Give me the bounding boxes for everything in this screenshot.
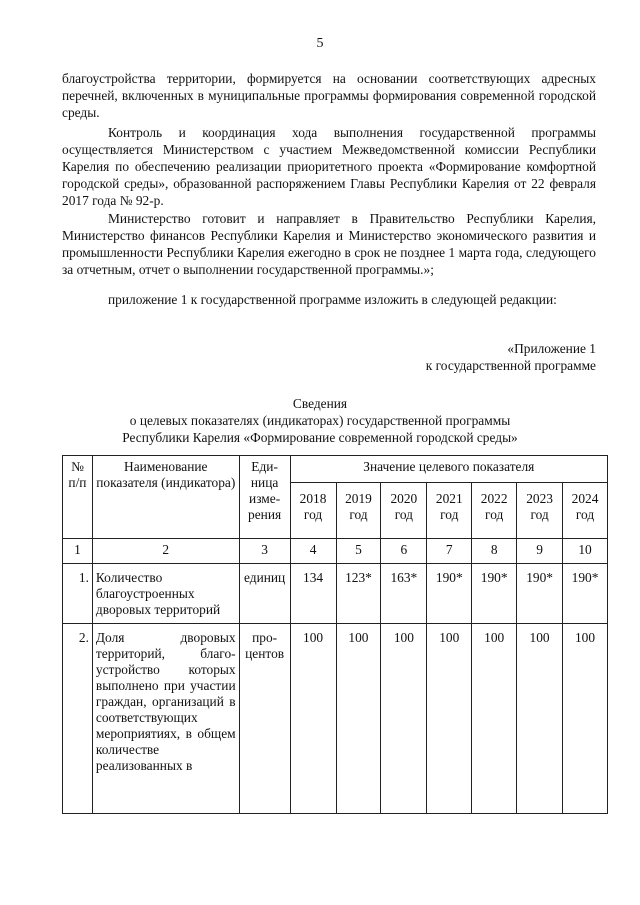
- header-unit: Еди- ница изме- рения: [239, 456, 290, 539]
- paragraph-1: благоустройства территории, формируется на основании соответствующих адресных перечней, включенных в муниципальные программы формирования современной городской среды.: [62, 71, 596, 120]
- title-line-3: Республики Карелия «Формирование современной городской среды»: [122, 430, 518, 445]
- page-number: 5: [316, 36, 324, 51]
- row-unit: про- центов: [239, 624, 290, 814]
- header-num: № п/п: [63, 456, 93, 539]
- table-title: [0, 395, 640, 446]
- column-number: 9: [517, 539, 563, 564]
- title-line-2: о целевых показателях (индикаторах) государственной программы: [129, 413, 511, 428]
- paragraph-4: приложение 1 к государственной программе изложить в следующей редакции:: [108, 292, 557, 307]
- row-value: 100: [290, 624, 336, 814]
- year-2018: 2018 год: [290, 483, 336, 539]
- header-value-group: Значение целевого показателя: [290, 456, 607, 483]
- year-2024: 2024 год: [563, 483, 608, 539]
- appendix-line-1: «Приложение 1: [507, 341, 596, 356]
- row-num: 1.: [63, 564, 93, 624]
- row-value: 190*: [517, 564, 563, 624]
- row-value: 163*: [381, 564, 427, 624]
- column-number: 8: [472, 539, 517, 564]
- header-row: [63, 456, 608, 483]
- column-number: 1: [63, 539, 93, 564]
- column-number: 6: [381, 539, 427, 564]
- paragraph-2: Контроль и координация хода выполнения государственной программы осуществляется Министерством с участием Межведомственной комиссии Республики Карелия по обеспечению реализации приоритетного проекта «Формирование комфортной городской среды», образованной распоряжением Главы Республики Карелия от 22 февраля 2017 года № 92-р.: [62, 125, 596, 208]
- row-value: 123*: [336, 564, 381, 624]
- row-value: 190*: [472, 564, 517, 624]
- paragraph-3: Министерство готовит и направляет в Правительство Республики Карелия, Министерство финансов Республики Карелия и Министерство экономического развития и промышленности Республики Карелия ежегодно в срок не позднее 1 марта года, следующего за отчетным, отчет о выполнении государственной программы.»;: [62, 211, 596, 277]
- year-2023: 2023 год: [517, 483, 563, 539]
- year-2020: 2020 год: [381, 483, 427, 539]
- header-name: Наименование показателя (индикатора): [92, 456, 239, 539]
- column-number: 2: [92, 539, 239, 564]
- column-number: 4: [290, 539, 336, 564]
- row-num: 2.: [63, 624, 93, 814]
- row-value: 190*: [427, 564, 472, 624]
- row-value: 134: [290, 564, 336, 624]
- row-name: Количество благоустроенных дворовых территорий: [92, 564, 239, 624]
- year-2021: 2021 год: [427, 483, 472, 539]
- table-row: [63, 564, 608, 624]
- column-number: 3: [239, 539, 290, 564]
- row-value: 100: [381, 624, 427, 814]
- row-unit: единиц: [239, 564, 290, 624]
- row-value: 100: [517, 624, 563, 814]
- title-line-1: Сведения: [292, 396, 348, 411]
- row-value: 190*: [563, 564, 608, 624]
- row-value: 100: [427, 624, 472, 814]
- column-number: 10: [563, 539, 608, 564]
- column-number: 5: [336, 539, 381, 564]
- row-name: Доля дворовых территорий, благо- устройство которых выполнено при участии граждан, организаций в соответствующих мероприятиях, в общем количестве реализованных в: [92, 624, 239, 814]
- row-value: 100: [336, 624, 381, 814]
- appendix-line-2: к государственной программе: [425, 358, 596, 373]
- table-row: [63, 624, 608, 814]
- year-2022: 2022 год: [472, 483, 517, 539]
- row-value: 100: [563, 624, 608, 814]
- column-number-row: [63, 539, 608, 564]
- column-number: 7: [427, 539, 472, 564]
- indicators-table: [62, 455, 608, 814]
- appendix-reference: [426, 340, 596, 374]
- year-2019: 2019 год: [336, 483, 381, 539]
- row-value: 100: [472, 624, 517, 814]
